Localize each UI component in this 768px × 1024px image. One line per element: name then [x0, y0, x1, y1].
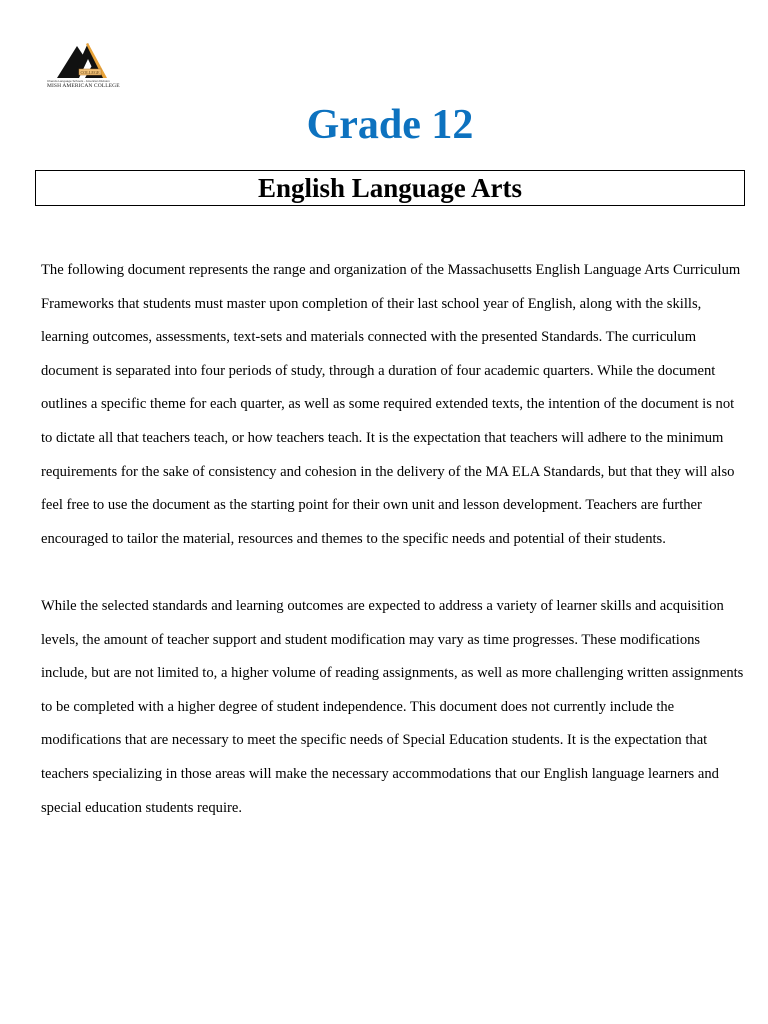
- college-logo: [47, 42, 133, 94]
- paragraph-intro: The following document represents the range and organization of the Massachusetts English Language Arts Curriculum Frameworks that students must master upon completion of their last school year of English, along with the skills, learning outcomes, assessments, text-sets and materials connected with the presented Standards. The curriculum document is separated into four periods of study, through a duration of four academic quarters. While the document outlines a specific theme for each quarter, as well as some required extended texts, the intention of the document is not to dictate all that teachers teach, or how teachers teach. It is the expectation that teachers will adhere to the minimum requirements for the sake of consistency and cohesion in the delivery of the MA ELA Standards, but that they will also feel free to use the document as the starting point for their own unit and lesson development. Teachers are further encouraged to tailor the material, resources and themes to the specific needs and potential of their students.: [41, 262, 741, 547]
- logo-tagline: Chendo Language Schools - American Division: [47, 79, 110, 83]
- grade-title: Grade 12: [306, 102, 474, 148]
- logo-badge-text: COLLEGE: [80, 69, 100, 75]
- mountain-logo-icon: [47, 42, 133, 80]
- body-text: [41, 254, 745, 825]
- paragraph-modifications: While the selected standards and learning outcomes are expected to address a variety of learner skills and acquisition levels, the amount of teacher support and student modification may vary as time progresses. These modifications include, but are not limited to, a higher volume of reading assignments, as well as more challenging written assignments to be completed with a higher degree of student independence. This document does not currently include the modifications that are necessary to meet the specific needs of Special Education students. It is the expectation that teachers specializing in those areas will make the necessary accommodations that our English language learners and special education students require.: [41, 597, 744, 816]
- logo-college-name: MISH AMERICAN COLLEGE: [47, 83, 120, 89]
- subject-title: English Language Arts: [257, 173, 523, 203]
- subject-title-box: [35, 170, 745, 206]
